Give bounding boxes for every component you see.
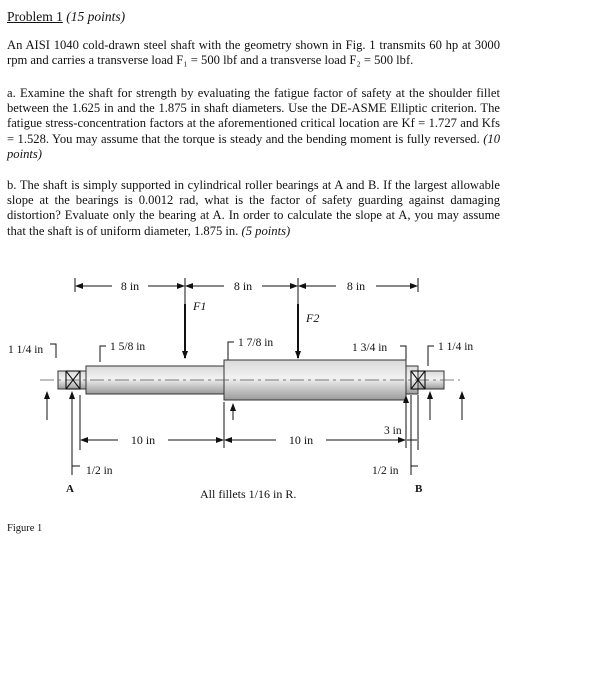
dim-bottom-2-label: 10 in — [288, 433, 314, 447]
dia-right-end-label: 1 1/4 in — [438, 341, 474, 353]
dia-left-end-label: 1 1/4 in — [8, 344, 44, 356]
bearing-b-label: B — [415, 483, 423, 495]
bearing-width-right-label: 1/2 in — [372, 465, 399, 477]
part-b-points: (5 points) — [241, 223, 291, 238]
fillet-note: All fillets 1/16 in R. — [200, 487, 297, 501]
dia-left-step-label: 1 5/8 in — [110, 341, 146, 353]
part-b-paragraph — [7, 178, 500, 239]
dim-bottom-3-label: 3 in — [384, 425, 402, 437]
dim-top-3-label: 8 in — [346, 279, 366, 293]
bearing-width-left-label: 1/2 in — [86, 465, 113, 477]
load-f2-label: F2 — [306, 311, 320, 325]
part-a-text: a. Examine the shaft for strength by evaluating the fatigue factor of safety at the shoulder fillet between the 1.625 in and the 1.875 in shaft diameters. Use the DE-ASME Elliptic criterion. The fatigue stress-concentration factors at the aforementioned critical location are Kf = 1.727 and Kfs = 1.528. You may assume that the torque is steady and the bending moment is fully reversed. — [7, 86, 500, 146]
figure-caption: Figure 1 — [7, 523, 43, 534]
dim-bottom-1-label: 10 in — [130, 433, 156, 447]
problem-header — [7, 9, 125, 25]
bottom-extension-lines — [72, 395, 418, 475]
dia-right-step-label: 1 3/4 in — [352, 342, 388, 354]
problem-points: (15 points) — [66, 9, 126, 24]
bottom-dimension-lines — [72, 440, 418, 466]
part-a-paragraph — [7, 86, 500, 162]
bearing-a-label: A — [66, 483, 74, 495]
problem-label: Problem 1 — [7, 9, 63, 24]
dim-top-2-label: 8 in — [233, 279, 253, 293]
part-a-points: (10 points) — [7, 131, 500, 161]
part-b-text: b. The shaft is simply supported in cylindrical roller bearings at A and B. If the largest allowable slope at the bearings is 0.0012 rad, what is the factor of safety guarding against damaging distortion? Evaluate only the bearing at A. In order to calculate the slope at A, you may assume that the shaft is of uniform diameter, 1.875 in. — [7, 178, 500, 238]
dim-top-1-label: 8 in — [120, 279, 140, 293]
load-f1-label: F1 — [193, 299, 207, 313]
dia-center-label: 1 7/8 in — [238, 337, 274, 349]
shaft-figure — [0, 270, 605, 520]
intro-paragraph: An AISI 1040 cold-drawn steel shaft with the geometry shown in Fig. 1 transmits 60 hp at 3000 rpm and carries a transverse load F₁ = 500 lbf and a transverse load F₂ = 500 lbf. — [7, 38, 500, 68]
